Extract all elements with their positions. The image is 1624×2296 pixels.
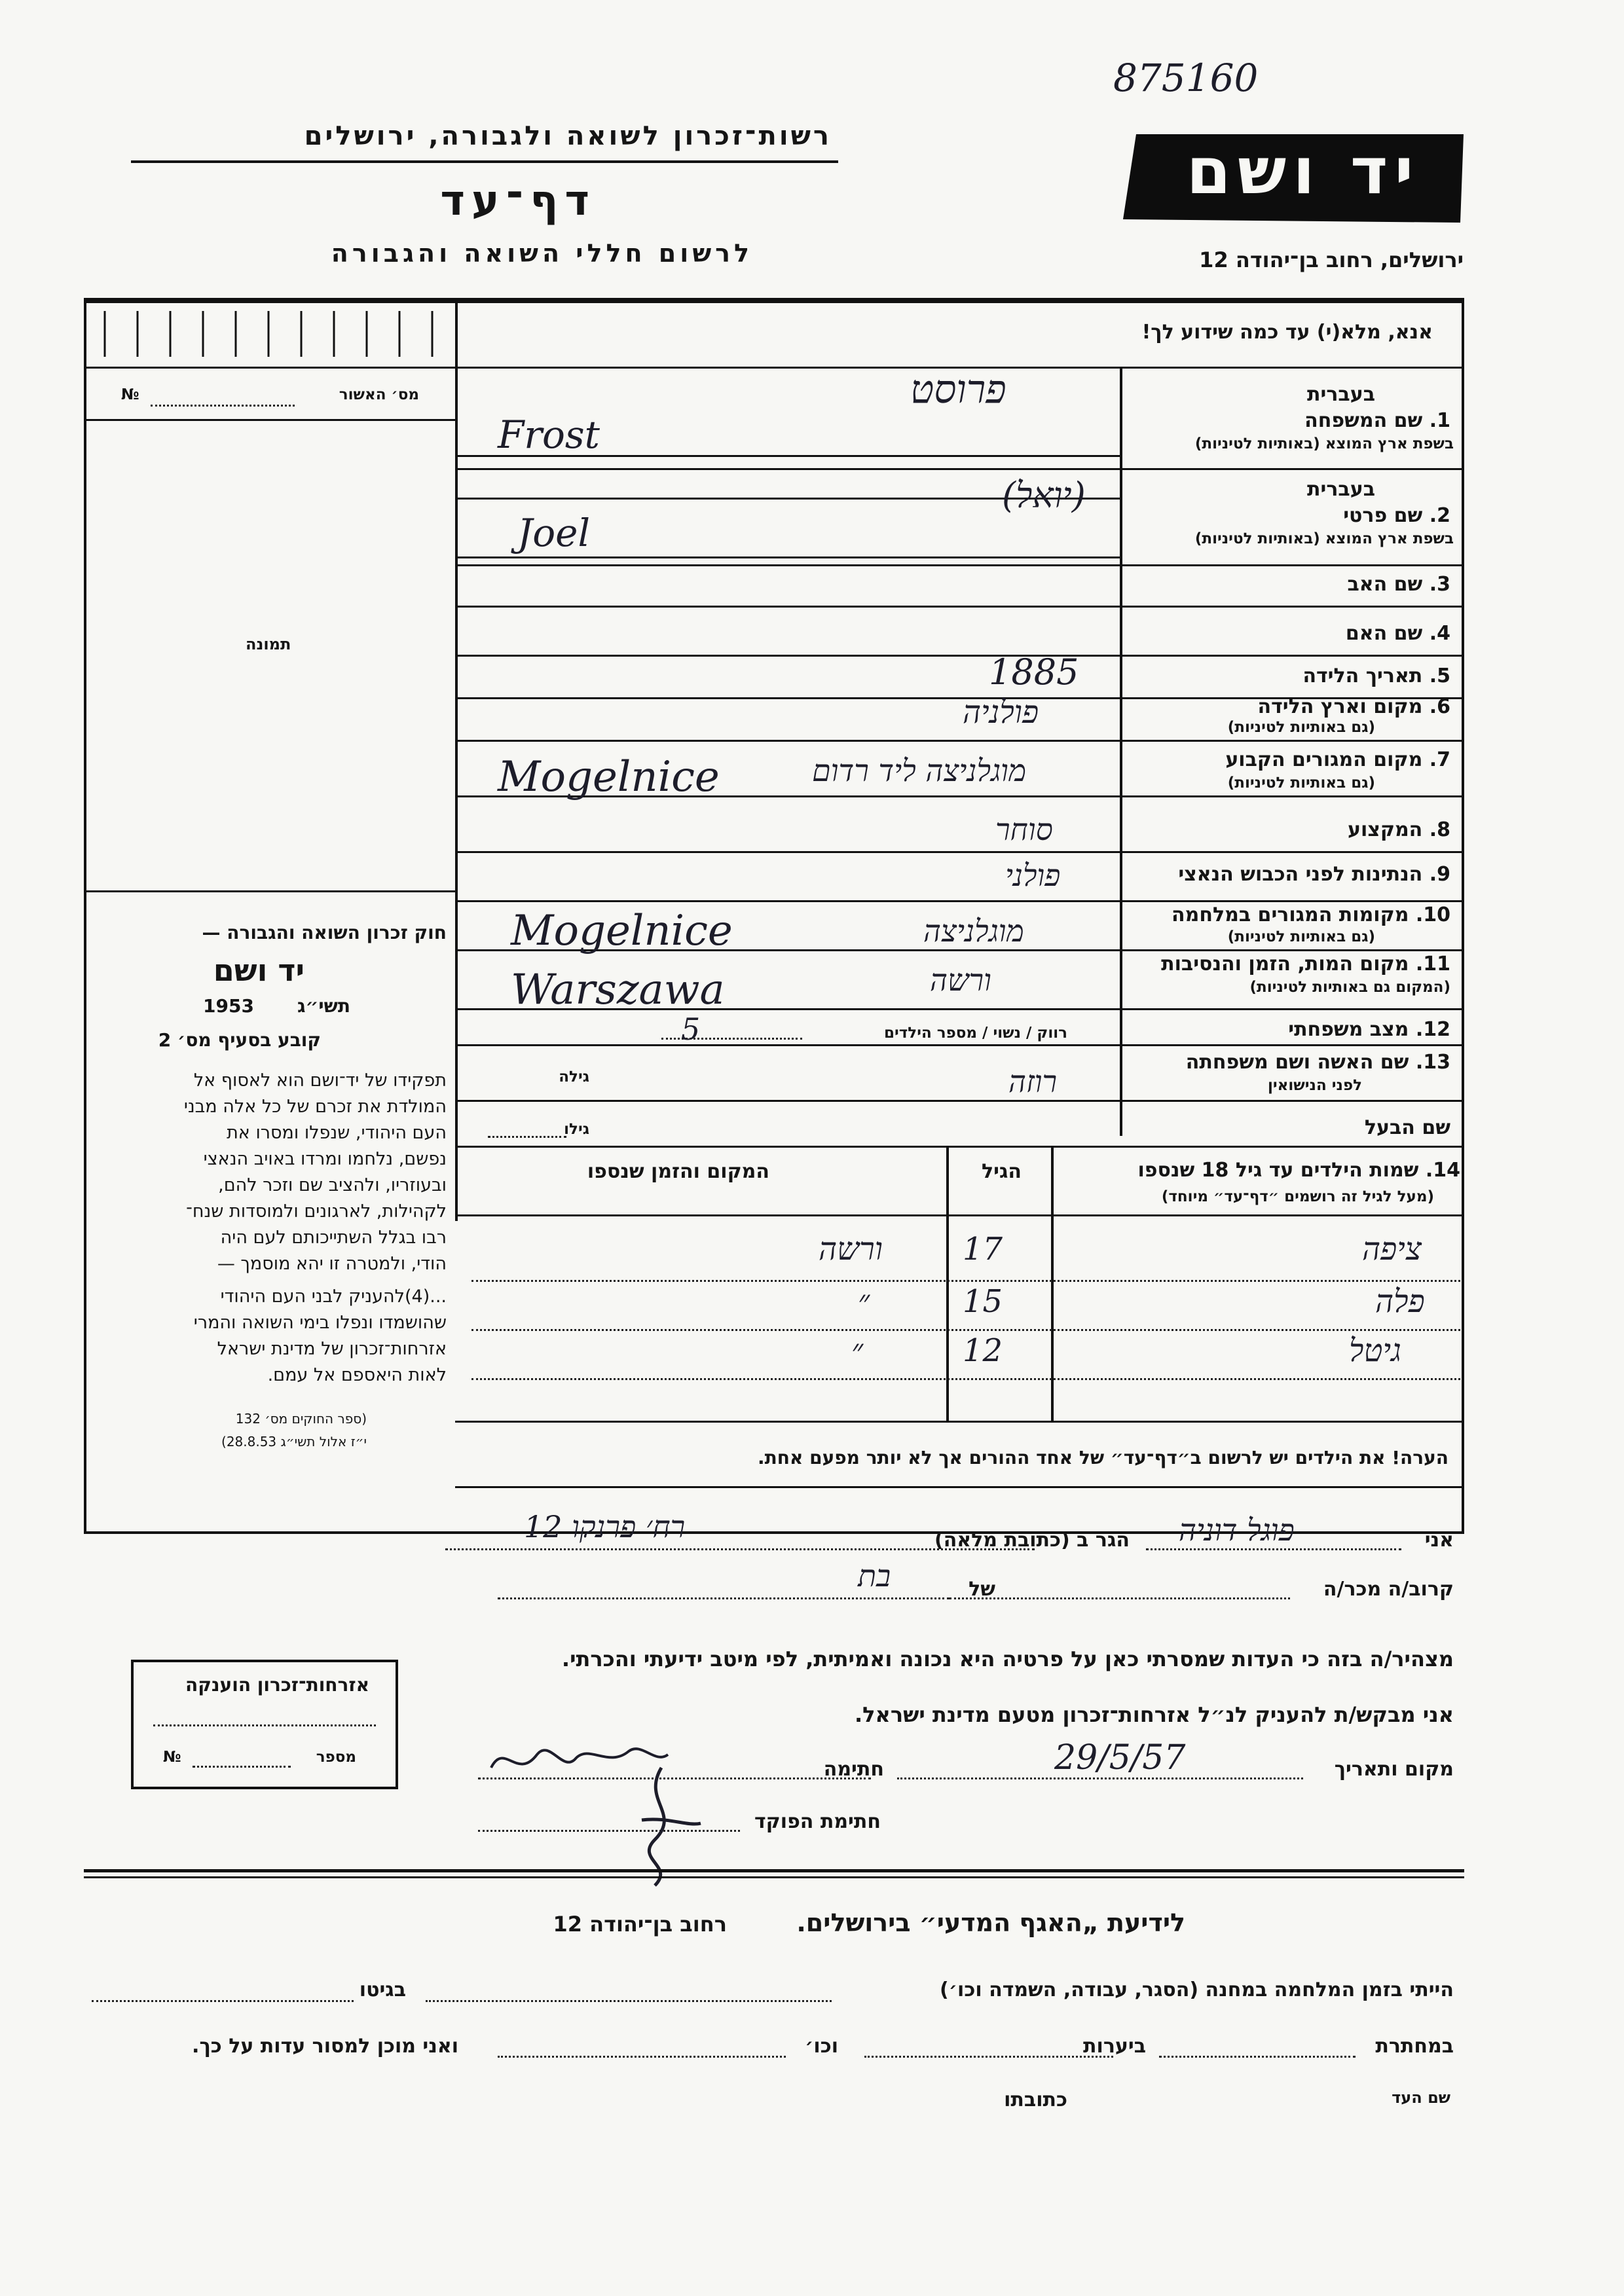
law-line-10: שהושמדו ונפלו בימי השואה והמרי — [193, 1313, 447, 1333]
label-surname: 1. שם המשפחה — [1304, 409, 1450, 432]
value-given-heb: (יואל) — [1002, 475, 1086, 516]
children-header: 14. שמות הילדים עד גיל 18 שנספו — [1137, 1159, 1460, 1182]
law-line-12: לאות היאספם אל עמם. — [267, 1365, 447, 1385]
label-origin-lang-2: בשפת ארץ המוצא (באותיות לטיניות) — [1194, 530, 1454, 547]
testimony-label: ואני מוכן למסור עדות על כך. — [192, 2035, 458, 2058]
child-3-place: ״ — [851, 1332, 864, 1369]
value-wife: רוזה — [1008, 1064, 1058, 1099]
label-hebrew-2: בעברית — [1307, 478, 1375, 501]
law-year-heb: תשי״ג — [297, 995, 350, 1017]
value-given-lat: Joel — [517, 511, 591, 555]
label-place-latin: (המקום גם באותיות לטיניות) — [1249, 979, 1450, 996]
relation-value: בת — [858, 1558, 891, 1594]
form-title: דף־עד — [440, 177, 596, 225]
bottom-address: רחוב בן־יהודה 12 — [553, 1912, 727, 1937]
forests-label: ביערות — [1083, 2035, 1146, 2058]
children-place-header: המקום והזמן שנספו — [587, 1160, 769, 1183]
value-death-lat: Warszawa — [511, 966, 725, 1014]
citizenship-box-number: מספר — [316, 1749, 356, 1766]
law-line-9: ...(4)להעניק לבני העם היהודי — [220, 1286, 447, 1307]
value-profession: סוחר — [995, 812, 1053, 847]
value-citizenship: פולני — [1005, 858, 1061, 893]
yv-address: ירושלים, רחוב בן־יהודה 12 — [1199, 247, 1464, 272]
authority-title: רשות־זכרון לשואה ולגבורה, ירושלים — [304, 121, 832, 151]
children-note: הערה! את הילדים יש לרשום ב״דף־עד״ של אחד ההורים אך לא יותר מפעם אחת. — [757, 1447, 1449, 1468]
cert-boxes — [92, 308, 452, 360]
label-latin-3: (גם באותיות לטיניות) — [1227, 928, 1375, 945]
child-1-place: ורשה — [819, 1231, 883, 1267]
law-line-1: תפקידו של יד־ושם הוא לאסוף אל — [193, 1070, 447, 1091]
photo-label: תמונה — [246, 635, 291, 653]
child-2-name: פלה — [1375, 1283, 1425, 1320]
law-name: יד ושם — [213, 953, 304, 988]
etc-label: וכו׳ — [805, 2035, 838, 2058]
form-subtitle: לרשום חללי השואה והגבורה — [331, 239, 753, 268]
bottom-title: לידיעת „האגף המדעי״ בירושלים. — [796, 1908, 1185, 1937]
cert-number-suffix: № — [121, 386, 139, 403]
value-wartime-heb: מוגלניצה — [923, 913, 1024, 949]
camp-line: הייתי בזמן המלחמה במחנה (הסגר, עבודה, השמדה וכו׳) — [940, 1978, 1454, 2001]
witness-lives-label: הגר ב (כתובת מלאה) — [934, 1529, 1130, 1552]
child-3-name: גיטל — [1349, 1332, 1401, 1369]
value-residence-lat: Mogelnice — [498, 753, 720, 801]
cert-number-label: מס׳ האשור — [339, 386, 419, 403]
label-hebrew-1: בעברית — [1307, 383, 1375, 406]
child-2-age: 15 — [963, 1283, 1003, 1320]
label-wife: 13. שם האשה ושם משפחתה — [1185, 1051, 1450, 1074]
marital-options: רווק / נשוי / מספר הילדים — [884, 1025, 1067, 1042]
husband-age-label: גילו — [564, 1121, 589, 1138]
label-birthplace: 6. מקום וארץ הלידה — [1257, 695, 1450, 718]
header-rule — [131, 160, 838, 163]
law-ref-1: (ספר החוקים מס׳ 132 — [235, 1411, 367, 1427]
logo-text: יד ושם — [1186, 134, 1420, 209]
request: אני מבקש/ת להעניק לנ״ל אזרחות־זכרון מטעם מדינת ישראל. — [855, 1702, 1454, 1727]
value-surname-lat: Frost — [498, 412, 600, 457]
law-year: 1953 — [203, 995, 254, 1017]
official-signature — [616, 1761, 714, 1892]
law-line-11: אזרחות־זכרון של מדינת ישראל — [217, 1339, 447, 1359]
law-ref-2: י״ז אלול תשי״ג 28.8.53) — [221, 1434, 367, 1449]
value-death-heb: ורשה — [930, 962, 991, 998]
value-birth-year: 1885 — [989, 651, 1079, 693]
children-subheader: (מעל לגיל זה רושמים ״דף־עד״ מיוחד) — [1161, 1188, 1434, 1205]
instruction: אנא, מלא(י) עד כמה שידוע לך! — [1141, 321, 1433, 344]
ghetto-label: בגיטו — [359, 1978, 406, 2001]
citizenship-box-title: אזרחות־זכרון הוענקה — [185, 1674, 369, 1696]
label-citizenship: 9. הנתינות לפני הכבוש הנאצי — [1178, 863, 1450, 886]
children-age-header: הגיל — [982, 1160, 1022, 1183]
child-1-name: ציפה — [1362, 1231, 1422, 1267]
law-line-6: לקהילות, לארגונים ולמוסדות שנח־ — [186, 1201, 447, 1222]
declaration: מצהיר/ה בזה כי העדות שמסרתי כאן על פרטיה היא נכונה ואמיתית, לפי מיטב ידיעתי והכרתי. — [561, 1647, 1454, 1671]
label-marital: 12. מצב משפחתי — [1288, 1018, 1450, 1041]
archive-number: 875160 — [1113, 56, 1259, 100]
witness-name-label: שם העד — [1392, 2088, 1450, 2107]
label-wartime: 10. מקומות המגורים במלחמה — [1172, 903, 1450, 926]
law-line-2: המולדת את זכרם של כל אלה מבני — [183, 1097, 447, 1117]
label-mother: 4. שם האם — [1345, 622, 1450, 645]
label-profession: 8. המקצוע — [1348, 818, 1450, 841]
witness-addr-label: כתובתו — [1004, 2088, 1067, 2111]
citizenship-box-no: № — [163, 1749, 181, 1766]
law-line-4: נפשם, נלחמו ומרדו באויב הנאצי — [203, 1149, 447, 1169]
relation-shel: של — [969, 1578, 995, 1601]
label-residence: 7. מקום המגורים הקבוע — [1225, 748, 1450, 771]
law-line-5: ובעוזריו, ולהציב שם וזכר להם, — [218, 1175, 447, 1195]
value-wartime-lat: Mogelnice — [511, 907, 733, 955]
citizenship-box — [131, 1660, 398, 1789]
wife-age-label: גילה — [559, 1068, 589, 1085]
label-death: 11. מקום המות, הזמן והנסיבות — [1161, 953, 1450, 975]
child-1-age: 17 — [963, 1231, 1003, 1267]
label-wife-sub: לפני הנישואין — [1268, 1077, 1362, 1094]
child-2-place: ״ — [858, 1283, 870, 1320]
value-birth-place: פולניה — [963, 694, 1039, 731]
underground-label: במחתרת — [1375, 2035, 1454, 2058]
witness-name: פוגל דוניה — [1179, 1512, 1295, 1548]
child-3-age: 12 — [963, 1332, 1003, 1369]
label-given: 2. שם פרטי — [1343, 504, 1450, 527]
label-latin-1: (גם באותיות לטיניות) — [1227, 719, 1375, 736]
law-clause: קובע בסעיף מס׳ 2 — [158, 1029, 321, 1051]
witness-ani: אני — [1424, 1529, 1454, 1552]
place-date-label: מקום ותאריך — [1334, 1758, 1454, 1781]
label-origin-lang-1: בשפת ארץ המוצא (באותיות לטיניות) — [1194, 435, 1454, 452]
official-signature-label: חתימת הפוקד — [754, 1810, 881, 1833]
sign-date: 29/5/57 — [1054, 1738, 1186, 1777]
yad-vashem-logo — [1123, 128, 1470, 226]
law-line-3: העם היהודי, שנפלו ומסרו את — [227, 1123, 447, 1143]
value-num-children: 5 — [681, 1011, 701, 1047]
label-latin-2: (גם באותיות לטיניות) — [1227, 774, 1375, 792]
law-line-7: רבו בגלל השתייכותם לעם היה — [220, 1228, 447, 1248]
law-title: חוק זכרון השואה והגבורה — — [202, 922, 447, 943]
signature-label: חתימה — [823, 1758, 884, 1781]
witness-address: רח׳ פרנקו 12 — [524, 1509, 686, 1544]
label-husband: שם הבעל — [1364, 1116, 1450, 1139]
value-surname-heb: פרוסט — [910, 367, 1006, 412]
label-birthdate: 5. תאריך הלידה — [1302, 665, 1450, 687]
value-residence-heb: מוגלניצה ליד רדום — [812, 753, 1027, 788]
law-line-8: הודי, ולמטרה זו יהא מוסמך — — [217, 1254, 447, 1274]
label-father: 3. שם האב — [1347, 573, 1450, 596]
relation-label: קרוב/ה מכר/ה — [1323, 1578, 1454, 1601]
